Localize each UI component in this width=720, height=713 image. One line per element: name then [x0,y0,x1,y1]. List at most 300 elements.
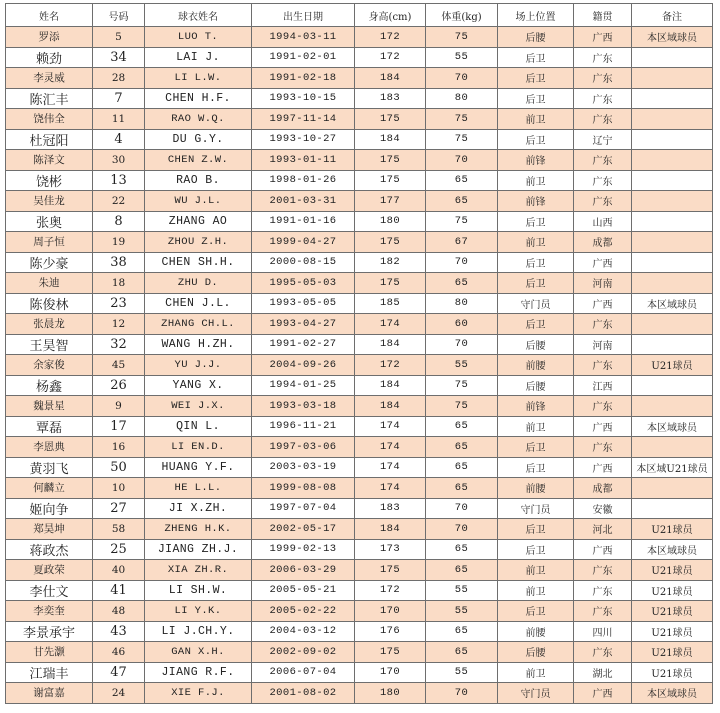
player-birth-date: 1993-01-11 [252,150,355,171]
player-number: 5 [93,27,145,48]
player-birth-date: 1994-03-11 [252,27,355,48]
player-jersey-name: CHEN SH.H. [145,252,252,273]
player-name: 姬向争 [6,498,93,519]
player-weight: 80 [426,88,498,109]
table-row [6,519,713,540]
player-note [632,191,713,212]
player-weight: 65 [426,416,498,437]
header-note: 备注 [632,4,713,27]
player-jersey-name: ZHANG AO [145,211,252,232]
player-position: 后卫 [498,437,574,458]
player-note [632,109,713,130]
player-jersey-name: CHEN J.L. [145,293,252,314]
player-position: 前卫 [498,580,574,601]
player-origin: 广东 [574,355,632,376]
player-birth-date: 1993-03-18 [252,396,355,417]
player-position: 后卫 [498,47,574,68]
player-name: 李奕奎 [6,601,93,622]
player-position: 后卫 [498,314,574,335]
player-weight: 70 [426,498,498,519]
player-position: 后腰 [498,642,574,663]
player-name: 张奥 [6,211,93,232]
player-name: 朱迪 [6,273,93,294]
player-height: 172 [355,47,426,68]
player-note: 本区域球员 [632,683,713,704]
player-note [632,375,713,396]
player-weight: 70 [426,252,498,273]
player-origin: 安徽 [574,498,632,519]
player-origin: 广东 [574,170,632,191]
player-number: 30 [93,150,145,171]
player-weight: 70 [426,68,498,89]
player-height: 174 [355,478,426,499]
player-birth-date: 1999-08-08 [252,478,355,499]
player-height: 175 [355,232,426,253]
player-note: U21球员 [632,642,713,663]
table-row [6,355,713,376]
player-height: 172 [355,580,426,601]
player-weight: 65 [426,273,498,294]
player-name: 魏景星 [6,396,93,417]
player-jersey-name: HUANG Y.F. [145,457,252,478]
player-jersey-name: WANG H.ZH. [145,334,252,355]
table-row [6,498,713,519]
player-birth-date: 1996-11-21 [252,416,355,437]
player-birth-date: 1999-02-13 [252,539,355,560]
player-number: 34 [93,47,145,68]
player-origin: 河南 [574,273,632,294]
player-name: 甘先灏 [6,642,93,663]
player-jersey-name: DU G.Y. [145,129,252,150]
player-jersey-name: LI SH.W. [145,580,252,601]
player-name: 李仕文 [6,580,93,601]
player-height: 174 [355,416,426,437]
table-row [6,191,713,212]
player-number: 27 [93,498,145,519]
player-position: 后卫 [498,68,574,89]
player-origin: 广东 [574,191,632,212]
header-origin: 籍贯 [574,4,632,27]
player-jersey-name: ZHU D. [145,273,252,294]
player-note [632,232,713,253]
player-position: 前卫 [498,170,574,191]
player-note [632,478,713,499]
player-number: 47 [93,662,145,683]
player-height: 177 [355,191,426,212]
player-origin: 广东 [574,642,632,663]
player-name: 郑昊坤 [6,519,93,540]
player-jersey-name: WU J.L. [145,191,252,212]
player-origin: 广西 [574,683,632,704]
player-note: U21球员 [632,662,713,683]
player-jersey-name: YANG X. [145,375,252,396]
player-name: 何麟立 [6,478,93,499]
player-birth-date: 2002-09-02 [252,642,355,663]
player-note [632,170,713,191]
player-birth-date: 2001-08-02 [252,683,355,704]
player-note [632,396,713,417]
player-jersey-name: QIN L. [145,416,252,437]
player-height: 175 [355,109,426,130]
player-position: 守门员 [498,293,574,314]
player-jersey-name: RAO B. [145,170,252,191]
player-number: 16 [93,437,145,458]
header-position: 场上位置 [498,4,574,27]
header-jersey-name: 球衣姓名 [145,4,252,27]
player-note: U21球员 [632,601,713,622]
player-position: 前腰 [498,621,574,642]
player-birth-date: 1991-01-16 [252,211,355,232]
player-note: 本区域球员 [632,539,713,560]
player-jersey-name: ZHENG H.K. [145,519,252,540]
table-row [6,539,713,560]
player-note [632,498,713,519]
player-number: 23 [93,293,145,314]
player-number: 38 [93,252,145,273]
player-name: 陈俊林 [6,293,93,314]
player-birth-date: 1993-10-15 [252,88,355,109]
player-height: 182 [355,252,426,273]
player-height: 175 [355,560,426,581]
player-jersey-name: XIE F.J. [145,683,252,704]
table-row [6,601,713,622]
player-height: 176 [355,621,426,642]
player-origin: 广东 [574,88,632,109]
player-birth-date: 1997-03-06 [252,437,355,458]
table-row [6,109,713,130]
player-weight: 65 [426,191,498,212]
table-row [6,621,713,642]
table-row [6,478,713,499]
player-origin: 河北 [574,519,632,540]
player-note [632,314,713,335]
player-origin: 广东 [574,560,632,581]
player-jersey-name: CHEN H.F. [145,88,252,109]
player-weight: 65 [426,437,498,458]
player-jersey-name: LI EN.D. [145,437,252,458]
table-row [6,129,713,150]
player-origin: 广西 [574,416,632,437]
player-position: 前卫 [498,109,574,130]
player-height: 180 [355,683,426,704]
player-origin: 广西 [574,293,632,314]
player-jersey-name: JI X.ZH. [145,498,252,519]
player-position: 前卫 [498,662,574,683]
player-origin: 湖北 [574,662,632,683]
player-name: 杨鑫 [6,375,93,396]
player-origin: 广东 [574,150,632,171]
player-name: 李景承宇 [6,621,93,642]
player-number: 7 [93,88,145,109]
roster-sheet [5,3,717,704]
player-weight: 65 [426,539,498,560]
player-number: 28 [93,68,145,89]
player-name: 李灵威 [6,68,93,89]
table-row [6,334,713,355]
player-jersey-name: LUO T. [145,27,252,48]
player-name: 江瑞丰 [6,662,93,683]
player-name: 黄羽飞 [6,457,93,478]
player-name: 罗添 [6,27,93,48]
player-number: 45 [93,355,145,376]
player-name: 王昊智 [6,334,93,355]
player-position: 前卫 [498,232,574,253]
player-name: 余家俊 [6,355,93,376]
player-origin: 江西 [574,375,632,396]
player-note: 本区域U21球员 [632,457,713,478]
player-height: 175 [355,150,426,171]
player-weight: 75 [426,211,498,232]
player-jersey-name: ZHANG CH.L. [145,314,252,335]
player-weight: 55 [426,47,498,68]
table-row [6,437,713,458]
player-weight: 70 [426,519,498,540]
player-jersey-name: WEI J.X. [145,396,252,417]
player-note [632,150,713,171]
player-position: 后卫 [498,252,574,273]
player-number: 40 [93,560,145,581]
player-note: 本区域球员 [632,293,713,314]
player-height: 175 [355,170,426,191]
player-height: 174 [355,314,426,335]
header-birth-date: 出生日期 [252,4,355,27]
player-height: 175 [355,273,426,294]
player-jersey-name: YU J.J. [145,355,252,376]
player-weight: 60 [426,314,498,335]
player-jersey-name: LI Y.K. [145,601,252,622]
header-row [6,4,713,27]
player-birth-date: 1997-07-04 [252,498,355,519]
player-number: 11 [93,109,145,130]
table-row [6,396,713,417]
player-position: 前腰 [498,355,574,376]
player-number: 8 [93,211,145,232]
player-number: 43 [93,621,145,642]
player-number: 22 [93,191,145,212]
table-row [6,314,713,335]
player-height: 183 [355,498,426,519]
player-birth-date: 1994-01-25 [252,375,355,396]
player-weight: 55 [426,355,498,376]
player-name: 陈少豪 [6,252,93,273]
player-weight: 65 [426,457,498,478]
player-number: 4 [93,129,145,150]
player-number: 25 [93,539,145,560]
player-position: 后腰 [498,375,574,396]
player-origin: 山西 [574,211,632,232]
player-weight: 65 [426,478,498,499]
player-number: 32 [93,334,145,355]
player-weight: 65 [426,560,498,581]
table-row [6,560,713,581]
player-number: 48 [93,601,145,622]
table-row [6,642,713,663]
player-origin: 广西 [574,252,632,273]
player-name: 陈泽文 [6,150,93,171]
player-origin: 四川 [574,621,632,642]
player-jersey-name: ZHOU Z.H. [145,232,252,253]
player-number: 17 [93,416,145,437]
player-height: 184 [355,334,426,355]
player-position: 后卫 [498,539,574,560]
player-birth-date: 1993-04-27 [252,314,355,335]
player-height: 172 [355,355,426,376]
player-number: 24 [93,683,145,704]
player-origin: 广西 [574,539,632,560]
player-height: 184 [355,519,426,540]
player-position: 前锋 [498,191,574,212]
player-position: 前卫 [498,416,574,437]
player-origin: 广东 [574,68,632,89]
player-birth-date: 1998-01-26 [252,170,355,191]
player-jersey-name: HE L.L. [145,478,252,499]
player-position: 前锋 [498,396,574,417]
player-position: 守门员 [498,683,574,704]
table-row [6,88,713,109]
player-birth-date: 2005-05-21 [252,580,355,601]
table-row [6,683,713,704]
player-note [632,129,713,150]
player-position: 前锋 [498,150,574,171]
player-position: 后卫 [498,88,574,109]
player-position: 前卫 [498,560,574,581]
player-weight: 75 [426,375,498,396]
player-name: 吴佳龙 [6,191,93,212]
player-weight: 80 [426,293,498,314]
player-name: 谢富嘉 [6,683,93,704]
player-weight: 75 [426,129,498,150]
player-name: 张晨龙 [6,314,93,335]
player-number: 50 [93,457,145,478]
player-weight: 75 [426,109,498,130]
player-height: 175 [355,642,426,663]
player-weight: 70 [426,334,498,355]
player-origin: 广东 [574,580,632,601]
player-birth-date: 2005-02-22 [252,601,355,622]
player-birth-date: 2001-03-31 [252,191,355,212]
player-jersey-name: JIANG ZH.J. [145,539,252,560]
player-origin: 广东 [574,109,632,130]
player-jersey-name: JIANG R.F. [145,662,252,683]
table-row [6,170,713,191]
player-note [632,334,713,355]
table-row [6,273,713,294]
player-note [632,437,713,458]
player-origin: 广东 [574,314,632,335]
player-note: U21球员 [632,580,713,601]
player-birth-date: 1991-02-27 [252,334,355,355]
player-origin: 广东 [574,601,632,622]
player-weight: 65 [426,621,498,642]
header-name: 姓名 [6,4,93,27]
player-position: 守门员 [498,498,574,519]
player-origin: 广东 [574,396,632,417]
roster-body [6,27,713,704]
table-row [6,580,713,601]
player-position: 前腰 [498,478,574,499]
table-row [6,252,713,273]
player-birth-date: 2000-08-15 [252,252,355,273]
player-roster-table [5,3,713,704]
player-jersey-name: RAO W.Q. [145,109,252,130]
player-number: 10 [93,478,145,499]
table-row [6,232,713,253]
player-number: 9 [93,396,145,417]
player-origin: 广西 [574,457,632,478]
player-position: 后卫 [498,601,574,622]
player-position: 后腰 [498,334,574,355]
player-height: 184 [355,396,426,417]
player-position: 后卫 [498,519,574,540]
player-position: 后腰 [498,27,574,48]
player-position: 后卫 [498,129,574,150]
player-origin: 广东 [574,47,632,68]
player-note [632,211,713,232]
table-row [6,27,713,48]
player-weight: 70 [426,683,498,704]
player-name: 赖劲 [6,47,93,68]
player-note [632,252,713,273]
table-row [6,293,713,314]
player-name: 饶伟全 [6,109,93,130]
player-height: 173 [355,539,426,560]
player-name: 覃磊 [6,416,93,437]
player-name: 周子恒 [6,232,93,253]
player-origin: 辽宁 [574,129,632,150]
table-row [6,416,713,437]
player-origin: 成都 [574,232,632,253]
player-jersey-name: LI J.CH.Y. [145,621,252,642]
player-note: U21球员 [632,560,713,581]
player-name: 蒋政杰 [6,539,93,560]
player-origin: 广东 [574,437,632,458]
table-row [6,68,713,89]
table-row [6,211,713,232]
player-position: 后卫 [498,457,574,478]
player-weight: 75 [426,27,498,48]
player-jersey-name: GAN X.H. [145,642,252,663]
player-birth-date: 2003-03-19 [252,457,355,478]
player-height: 174 [355,457,426,478]
player-birth-date: 1991-02-01 [252,47,355,68]
player-height: 184 [355,375,426,396]
player-origin: 成都 [574,478,632,499]
player-height: 180 [355,211,426,232]
player-jersey-name: LAI J. [145,47,252,68]
player-weight: 55 [426,662,498,683]
player-note [632,68,713,89]
player-name: 陈汇丰 [6,88,93,109]
table-row [6,662,713,683]
player-name: 杜冠阳 [6,129,93,150]
player-birth-date: 1997-11-14 [252,109,355,130]
player-number: 13 [93,170,145,191]
player-birth-date: 2004-09-26 [252,355,355,376]
player-note: U21球员 [632,621,713,642]
header-height: 身高(cm) [355,4,426,27]
player-note: U21球员 [632,519,713,540]
player-number: 18 [93,273,145,294]
player-jersey-name: XIA ZH.R. [145,560,252,581]
player-origin: 河南 [574,334,632,355]
player-name: 饶彬 [6,170,93,191]
player-weight: 75 [426,396,498,417]
player-note: 本区域球员 [632,27,713,48]
player-birth-date: 2004-03-12 [252,621,355,642]
player-weight: 70 [426,150,498,171]
player-name: 夏政荣 [6,560,93,581]
player-origin: 广西 [574,27,632,48]
